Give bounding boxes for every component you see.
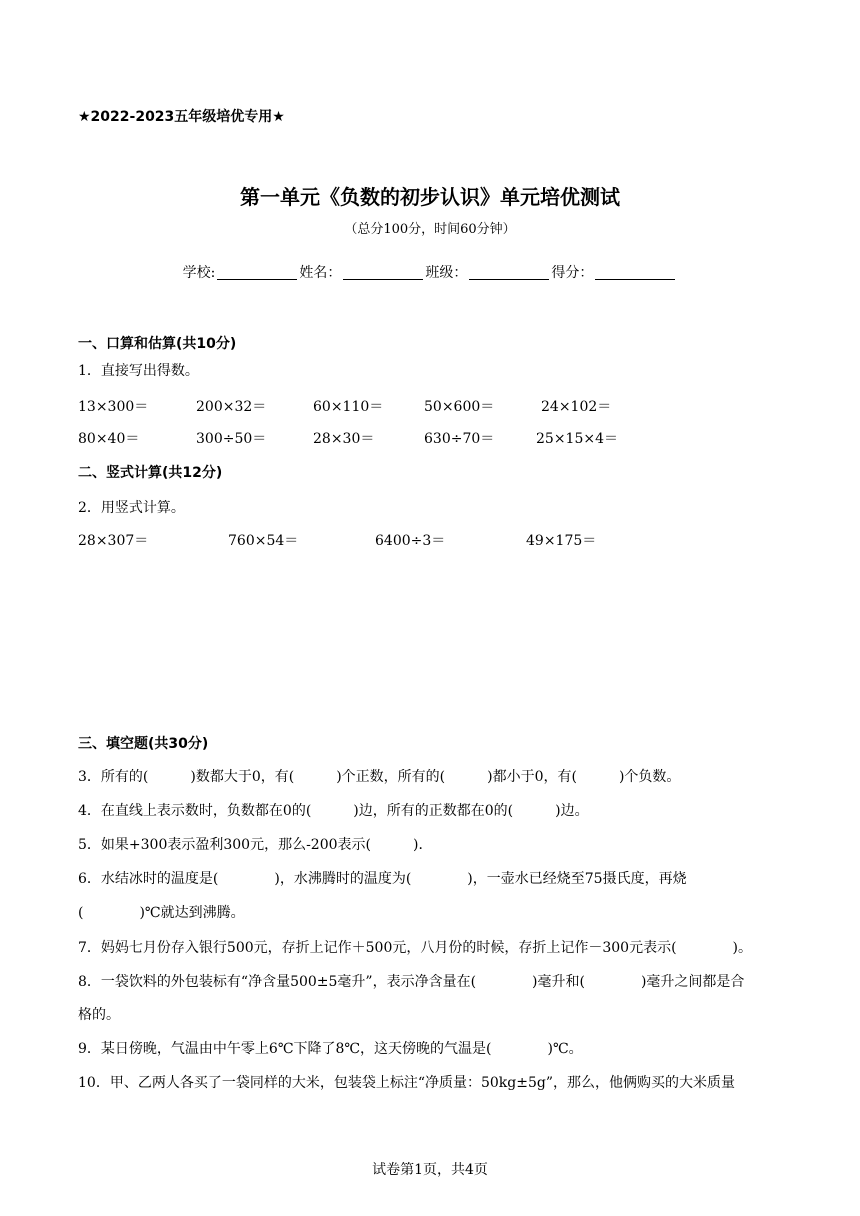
calc-item: 50×600＝	[424, 399, 495, 415]
calc-item: 24×102＝	[541, 399, 612, 415]
class-label: 班级：	[425, 265, 468, 281]
school-label: 学校:	[182, 265, 216, 281]
vertical-calc-item: 760×54＝	[228, 533, 299, 549]
question-8: 8．一袋饮料的外包装标有“净含量500±5毫升”，表示净含量在( )毫升和( )毫升之间都是合	[78, 974, 745, 990]
banner: ★2022-2023五年级培优专用★	[78, 109, 285, 125]
student-info-line	[0, 262, 860, 282]
question-8-continued: 格的。	[78, 1007, 120, 1023]
question-7: 7．妈妈七月份存入银行500元，存折上记作＋500元，八月份的时候，存折上记作－300元表示( )。	[78, 940, 752, 956]
name-label: 姓名：	[299, 265, 342, 281]
vertical-calc-item: 6400÷3＝	[375, 533, 446, 549]
question-10: 10．甲、乙两人各买了一袋同样的大米，包装袋上标注“净质量：50kg±5g”，那么，他俩购买的大米质量	[78, 1075, 735, 1091]
school-blank[interactable]	[217, 265, 297, 280]
question-4: 4．在直线上表示数时，负数都在0的( )边，所有的正数都在0的( )边。	[78, 803, 589, 819]
calc-item: 80×40＝	[78, 431, 140, 447]
score-blank[interactable]	[595, 265, 675, 280]
vertical-calc-item: 49×175＝	[526, 533, 597, 549]
calc-item: 630÷70＝	[424, 431, 495, 447]
calc-item: 200×32＝	[196, 399, 267, 415]
question-5: 5．如果+300表示盈利300元，那么-200表示( )．	[78, 837, 433, 853]
section-heading-1: 一、口算和估算(共10分)	[78, 336, 237, 352]
calc-item: 13×300＝	[78, 399, 149, 415]
question-6: 6．水结冰时的温度是( )，水沸腾时的温度为( )，一壶水已经烧至75摄氏度，再烧	[78, 871, 687, 887]
vertical-calc-item: 28×307＝	[78, 533, 149, 549]
question-9: 9．某日傍晚，气温由中午零上6℃下降了8℃，这天傍晚的气温是( )℃。	[78, 1041, 583, 1057]
question-3: 3．所有的( )数都大于0，有( )个正数，所有的( )都小于0，有( )个负数。	[78, 769, 681, 785]
calc-item: 25×15×4＝	[536, 431, 618, 447]
question-1-prompt: 1．直接写出得数。	[78, 363, 199, 379]
question-2-prompt: 2．用竖式计算。	[78, 500, 185, 516]
calc-item: 28×30＝	[313, 431, 375, 447]
section-heading-2: 二、竖式计算(共12分)	[78, 465, 223, 481]
name-blank[interactable]	[343, 265, 423, 280]
page-title: 第一单元《负数的初步认识》单元培优测试	[240, 185, 620, 209]
calc-item: 300÷50＝	[196, 431, 267, 447]
section-heading-3: 三、填空题(共30分)	[78, 736, 209, 752]
score-label: 得分：	[551, 265, 594, 281]
subtitle: （总分100分，时间60分钟）	[344, 222, 516, 237]
class-blank[interactable]	[469, 265, 549, 280]
page-footer: 试卷第1页，共4页	[372, 1162, 488, 1178]
question-6-continued: ( )℃就达到沸腾。	[78, 905, 245, 921]
calc-item: 60×110＝	[313, 399, 384, 415]
